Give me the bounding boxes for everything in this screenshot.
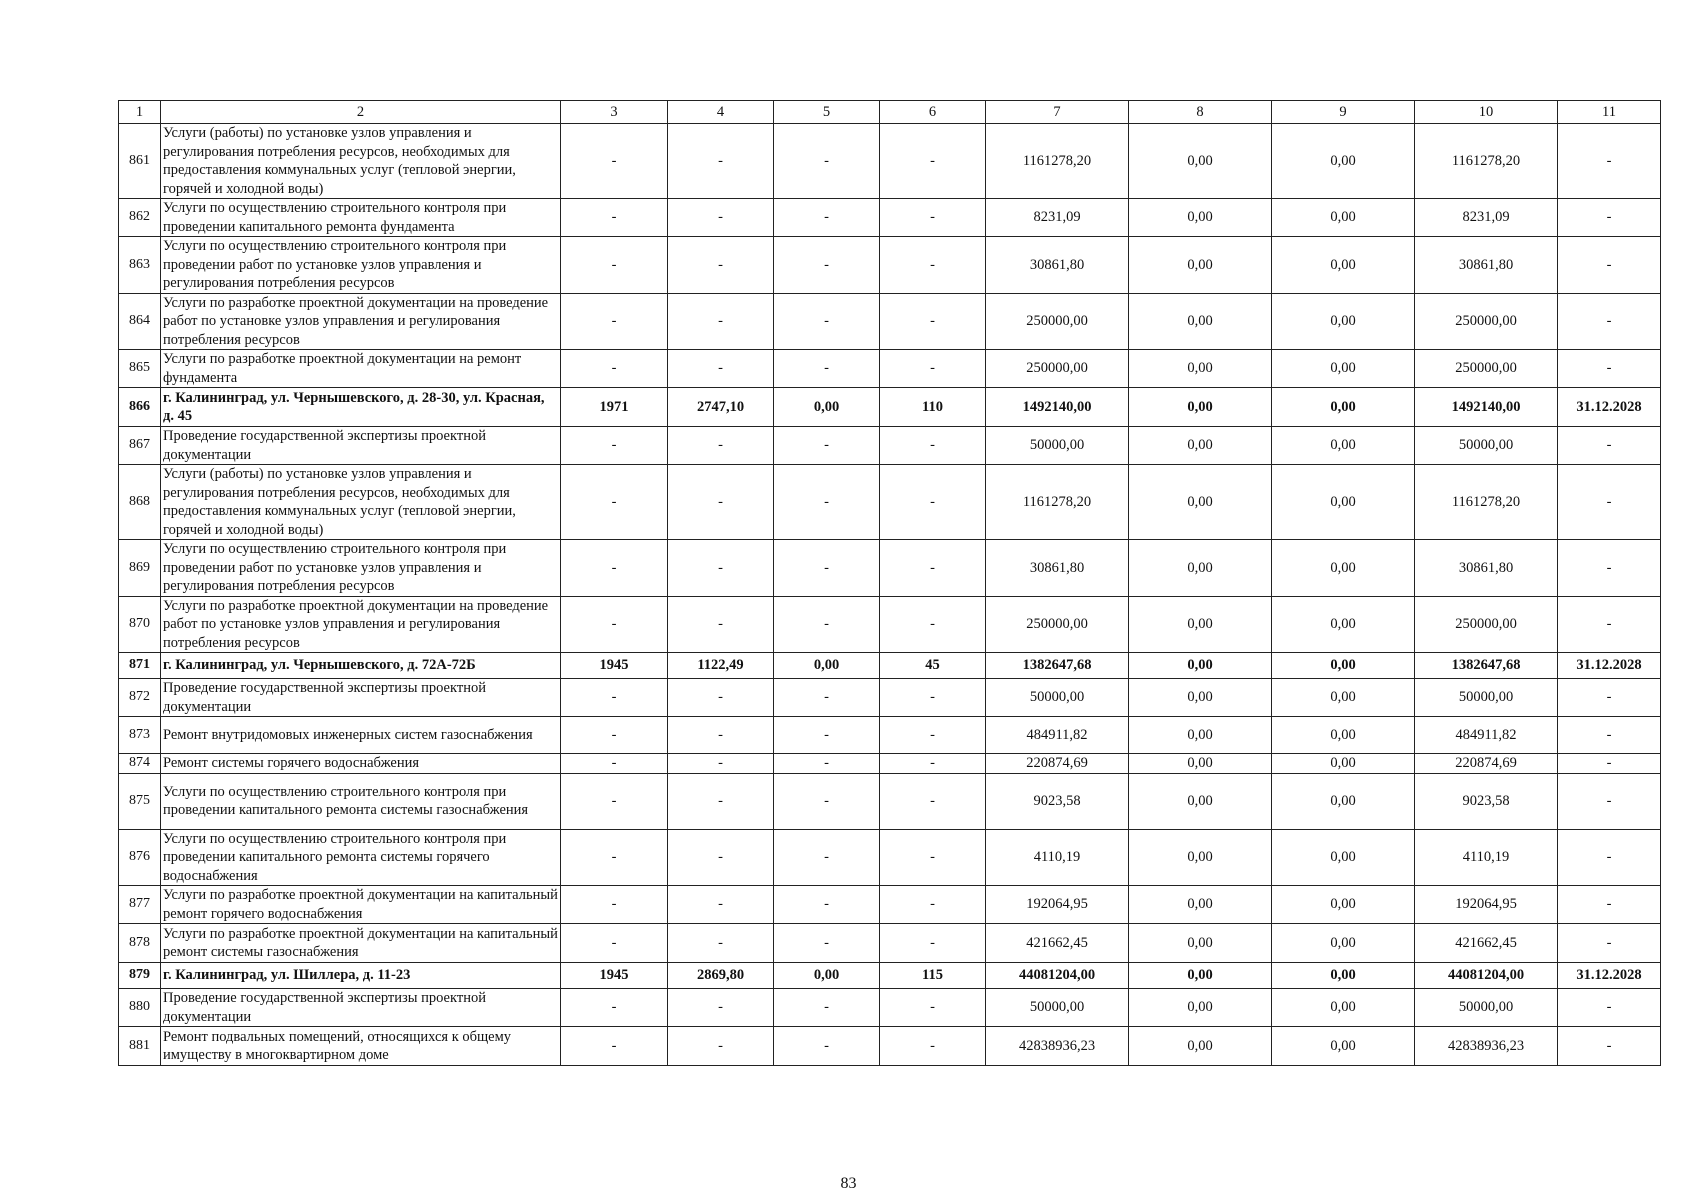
total-cost-cell: 50000,00 <box>986 427 1129 465</box>
row-number: 863 <box>119 237 161 294</box>
area-cell: - <box>668 465 774 540</box>
program-table <box>118 100 1661 1066</box>
owners-cell: 30861,80 <box>1415 237 1558 294</box>
owners-cell: 250000,00 <box>1415 596 1558 653</box>
residents-cell: - <box>880 540 986 597</box>
row-number: 861 <box>119 124 161 199</box>
area-cell: - <box>668 679 774 717</box>
residents-cell: 45 <box>880 653 986 679</box>
budget-cell: 0,00 <box>1272 989 1415 1027</box>
deadline-cell: - <box>1558 350 1661 388</box>
fund-cell: 0,00 <box>1129 596 1272 653</box>
row-number: 876 <box>119 829 161 886</box>
area2-cell: - <box>774 924 880 963</box>
row-description: Услуги по осуществлению строительного контроля при проведении капитального ремонта системы горячего водоснабжения <box>161 829 561 886</box>
year-cell: - <box>561 754 668 774</box>
row-number: 862 <box>119 199 161 237</box>
area-cell: - <box>668 717 774 754</box>
row-description: Услуги по осуществлению строительного контроля при проведении капитального ремонта фундамента <box>161 199 561 237</box>
deadline-cell: 31.12.2028 <box>1558 388 1661 427</box>
row-description: Ремонт системы горячего водоснабжения <box>161 754 561 774</box>
area2-cell: - <box>774 754 880 774</box>
deadline-cell: 31.12.2028 <box>1558 963 1661 989</box>
year-cell: - <box>561 540 668 597</box>
area-cell: - <box>668 199 774 237</box>
area-cell: - <box>668 924 774 963</box>
area-cell: - <box>668 596 774 653</box>
residents-cell: - <box>880 773 986 829</box>
residents-cell: - <box>880 754 986 774</box>
owners-cell: 250000,00 <box>1415 350 1558 388</box>
row-description: г. Калининград, ул. Шиллера, д. 11-23 <box>161 963 561 989</box>
year-cell: 1971 <box>561 388 668 427</box>
row-number: 871 <box>119 653 161 679</box>
total-cost-cell: 9023,58 <box>986 773 1129 829</box>
area-cell: - <box>668 540 774 597</box>
total-cost-cell: 8231,09 <box>986 199 1129 237</box>
owners-cell: 50000,00 <box>1415 427 1558 465</box>
table-row <box>119 596 1661 653</box>
area-cell: 2747,10 <box>668 388 774 427</box>
row-number: 875 <box>119 773 161 829</box>
total-cost-cell: 4110,19 <box>986 829 1129 886</box>
residents-cell: - <box>880 829 986 886</box>
table-row <box>119 427 1661 465</box>
area-cell: - <box>668 124 774 199</box>
area2-cell: 0,00 <box>774 653 880 679</box>
header-cell: 8 <box>1129 101 1272 124</box>
deadline-cell: - <box>1558 773 1661 829</box>
fund-cell: 0,00 <box>1129 124 1272 199</box>
residents-cell: - <box>880 596 986 653</box>
residents-cell: - <box>880 717 986 754</box>
fund-cell: 0,00 <box>1129 1027 1272 1066</box>
fund-cell: 0,00 <box>1129 465 1272 540</box>
area-cell: - <box>668 829 774 886</box>
budget-cell: 0,00 <box>1272 754 1415 774</box>
area2-cell: - <box>774 773 880 829</box>
row-description: Проведение государственной экспертизы проектной документации <box>161 427 561 465</box>
total-cost-cell: 50000,00 <box>986 989 1129 1027</box>
header-cell: 2 <box>161 101 561 124</box>
deadline-cell: - <box>1558 886 1661 924</box>
row-number: 864 <box>119 293 161 350</box>
year-cell: - <box>561 293 668 350</box>
header-row <box>119 101 1661 124</box>
year-cell: 1945 <box>561 653 668 679</box>
year-cell: - <box>561 886 668 924</box>
year-cell: - <box>561 924 668 963</box>
deadline-cell: - <box>1558 1027 1661 1066</box>
table-row <box>119 653 1661 679</box>
budget-cell: 0,00 <box>1272 199 1415 237</box>
row-number: 869 <box>119 540 161 597</box>
total-cost-cell: 250000,00 <box>986 293 1129 350</box>
deadline-cell: - <box>1558 237 1661 294</box>
header-cell: 6 <box>880 101 986 124</box>
deadline-cell: - <box>1558 717 1661 754</box>
budget-cell: 0,00 <box>1272 427 1415 465</box>
fund-cell: 0,00 <box>1129 963 1272 989</box>
area2-cell: - <box>774 237 880 294</box>
fund-cell: 0,00 <box>1129 989 1272 1027</box>
fund-cell: 0,00 <box>1129 540 1272 597</box>
deadline-cell: - <box>1558 540 1661 597</box>
budget-cell: 0,00 <box>1272 773 1415 829</box>
row-description: Услуги (работы) по установке узлов управления и регулирования потребления ресурсов, необходимых для предоставления коммунальных услуг (тепловой энергии, горячей и холодной воды) <box>161 465 561 540</box>
owners-cell: 8231,09 <box>1415 199 1558 237</box>
area2-cell: - <box>774 540 880 597</box>
owners-cell: 1161278,20 <box>1415 465 1558 540</box>
row-number: 877 <box>119 886 161 924</box>
total-cost-cell: 250000,00 <box>986 596 1129 653</box>
header-cell: 11 <box>1558 101 1661 124</box>
total-cost-cell: 1492140,00 <box>986 388 1129 427</box>
area-cell: - <box>668 989 774 1027</box>
residents-cell: - <box>880 924 986 963</box>
owners-cell: 421662,45 <box>1415 924 1558 963</box>
row-number: 879 <box>119 963 161 989</box>
deadline-cell: - <box>1558 679 1661 717</box>
budget-cell: 0,00 <box>1272 465 1415 540</box>
area-cell: - <box>668 237 774 294</box>
table-row <box>119 886 1661 924</box>
year-cell: - <box>561 124 668 199</box>
residents-cell: - <box>880 293 986 350</box>
total-cost-cell: 30861,80 <box>986 237 1129 294</box>
budget-cell: 0,00 <box>1272 596 1415 653</box>
table-row <box>119 989 1661 1027</box>
residents-cell: - <box>880 237 986 294</box>
owners-cell: 42838936,23 <box>1415 1027 1558 1066</box>
budget-cell: 0,00 <box>1272 237 1415 294</box>
year-cell: - <box>561 350 668 388</box>
area2-cell: 0,00 <box>774 388 880 427</box>
area-cell: 2869,80 <box>668 963 774 989</box>
row-number: 873 <box>119 717 161 754</box>
row-number: 867 <box>119 427 161 465</box>
row-number: 874 <box>119 754 161 774</box>
header-cell: 9 <box>1272 101 1415 124</box>
deadline-cell: - <box>1558 829 1661 886</box>
owners-cell: 1492140,00 <box>1415 388 1558 427</box>
budget-cell: 0,00 <box>1272 124 1415 199</box>
area-cell: 1122,49 <box>668 653 774 679</box>
table-row <box>119 350 1661 388</box>
total-cost-cell: 421662,45 <box>986 924 1129 963</box>
fund-cell: 0,00 <box>1129 293 1272 350</box>
budget-cell: 0,00 <box>1272 829 1415 886</box>
total-cost-cell: 1382647,68 <box>986 653 1129 679</box>
area2-cell: - <box>774 427 880 465</box>
budget-cell: 0,00 <box>1272 653 1415 679</box>
row-description: Ремонт подвальных помещений, относящихся к общему имуществу в многоквартирном доме <box>161 1027 561 1066</box>
budget-cell: 0,00 <box>1272 388 1415 427</box>
owners-cell: 4110,19 <box>1415 829 1558 886</box>
table-row <box>119 924 1661 963</box>
table-row <box>119 679 1661 717</box>
area2-cell: - <box>774 1027 880 1066</box>
area2-cell: - <box>774 293 880 350</box>
row-description: г. Калининград, ул. Чернышевского, д. 28-30, ул. Красная, д. 45 <box>161 388 561 427</box>
row-description: Услуги по разработке проектной документации на проведение работ по установке узлов управления и регулирования потребления ресурсов <box>161 596 561 653</box>
fund-cell: 0,00 <box>1129 773 1272 829</box>
area2-cell: - <box>774 596 880 653</box>
budget-cell: 0,00 <box>1272 886 1415 924</box>
header-cell: 1 <box>119 101 161 124</box>
row-number: 866 <box>119 388 161 427</box>
total-cost-cell: 220874,69 <box>986 754 1129 774</box>
total-cost-cell: 484911,82 <box>986 717 1129 754</box>
area-cell: - <box>668 773 774 829</box>
residents-cell: 115 <box>880 963 986 989</box>
page-number: 83 <box>840 1175 857 1192</box>
table-row <box>119 199 1661 237</box>
owners-cell: 192064,95 <box>1415 886 1558 924</box>
area-cell: - <box>668 350 774 388</box>
owners-cell: 1382647,68 <box>1415 653 1558 679</box>
residents-cell: - <box>880 886 986 924</box>
header-cell: 5 <box>774 101 880 124</box>
budget-cell: 0,00 <box>1272 679 1415 717</box>
row-description: Услуги по осуществлению строительного контроля при проведении работ по установке узлов управления и регулирования потребления ресурсов <box>161 540 561 597</box>
row-description: Проведение государственной экспертизы проектной документации <box>161 679 561 717</box>
area2-cell: - <box>774 829 880 886</box>
row-description: Услуги по разработке проектной документации на ремонт фундамента <box>161 350 561 388</box>
area-cell: - <box>668 886 774 924</box>
area-cell: - <box>668 754 774 774</box>
area2-cell: - <box>774 886 880 924</box>
header-cell: 4 <box>668 101 774 124</box>
fund-cell: 0,00 <box>1129 924 1272 963</box>
deadline-cell: - <box>1558 427 1661 465</box>
residents-cell: - <box>880 199 986 237</box>
year-cell: - <box>561 237 668 294</box>
deadline-cell: - <box>1558 293 1661 350</box>
year-cell: - <box>561 199 668 237</box>
row-description: Услуги по осуществлению строительного контроля при проведении капитального ремонта системы газоснабжения <box>161 773 561 829</box>
budget-cell: 0,00 <box>1272 924 1415 963</box>
area2-cell: - <box>774 124 880 199</box>
deadline-cell: - <box>1558 924 1661 963</box>
total-cost-cell: 42838936,23 <box>986 1027 1129 1066</box>
owners-cell: 484911,82 <box>1415 717 1558 754</box>
residents-cell: - <box>880 350 986 388</box>
table-row <box>119 237 1661 294</box>
year-cell: - <box>561 465 668 540</box>
fund-cell: 0,00 <box>1129 350 1272 388</box>
owners-cell: 50000,00 <box>1415 989 1558 1027</box>
table-row <box>119 293 1661 350</box>
fund-cell: 0,00 <box>1129 653 1272 679</box>
table-row <box>119 465 1661 540</box>
year-cell: - <box>561 989 668 1027</box>
row-number: 878 <box>119 924 161 963</box>
owners-cell: 30861,80 <box>1415 540 1558 597</box>
fund-cell: 0,00 <box>1129 427 1272 465</box>
year-cell: - <box>561 596 668 653</box>
row-description: Услуги по разработке проектной документации на проведение работ по установке узлов управления и регулирования потребления ресурсов <box>161 293 561 350</box>
owners-cell: 9023,58 <box>1415 773 1558 829</box>
deadline-cell: - <box>1558 199 1661 237</box>
area2-cell: - <box>774 989 880 1027</box>
row-number: 868 <box>119 465 161 540</box>
row-description: г. Калининград, ул. Чернышевского, д. 72А-72Б <box>161 653 561 679</box>
area2-cell: 0,00 <box>774 963 880 989</box>
budget-cell: 0,00 <box>1272 540 1415 597</box>
fund-cell: 0,00 <box>1129 829 1272 886</box>
owners-cell: 220874,69 <box>1415 754 1558 774</box>
total-cost-cell: 50000,00 <box>986 679 1129 717</box>
header-cell: 3 <box>561 101 668 124</box>
budget-cell: 0,00 <box>1272 293 1415 350</box>
row-description: Услуги по разработке проектной документации на капитальный ремонт системы газоснабжения <box>161 924 561 963</box>
row-number: 872 <box>119 679 161 717</box>
deadline-cell: - <box>1558 989 1661 1027</box>
row-description: Услуги (работы) по установке узлов управления и регулирования потребления ресурсов, необходимых для предоставления коммунальных услуг (тепловой энергии, горячей и холодной воды) <box>161 124 561 199</box>
owners-cell: 250000,00 <box>1415 293 1558 350</box>
residents-cell: - <box>880 427 986 465</box>
area2-cell: - <box>774 717 880 754</box>
table-row <box>119 773 1661 829</box>
residents-cell: - <box>880 989 986 1027</box>
row-description: Услуги по разработке проектной документации на капитальный ремонт горячего водоснабжения <box>161 886 561 924</box>
total-cost-cell: 250000,00 <box>986 350 1129 388</box>
row-number: 881 <box>119 1027 161 1066</box>
area-cell: - <box>668 293 774 350</box>
deadline-cell: - <box>1558 124 1661 199</box>
row-number: 870 <box>119 596 161 653</box>
deadline-cell: - <box>1558 596 1661 653</box>
area2-cell: - <box>774 465 880 540</box>
table-row <box>119 754 1661 774</box>
area2-cell: - <box>774 679 880 717</box>
deadline-cell: 31.12.2028 <box>1558 653 1661 679</box>
owners-cell: 44081204,00 <box>1415 963 1558 989</box>
residents-cell: - <box>880 124 986 199</box>
residents-cell: - <box>880 1027 986 1066</box>
header-cell: 10 <box>1415 101 1558 124</box>
row-number: 865 <box>119 350 161 388</box>
fund-cell: 0,00 <box>1129 754 1272 774</box>
fund-cell: 0,00 <box>1129 388 1272 427</box>
area-cell: - <box>668 427 774 465</box>
table-row <box>119 388 1661 427</box>
year-cell: - <box>561 717 668 754</box>
total-cost-cell: 1161278,20 <box>986 124 1129 199</box>
year-cell: - <box>561 829 668 886</box>
area2-cell: - <box>774 199 880 237</box>
budget-cell: 0,00 <box>1272 1027 1415 1066</box>
deadline-cell: - <box>1558 754 1661 774</box>
budget-cell: 0,00 <box>1272 717 1415 754</box>
total-cost-cell: 30861,80 <box>986 540 1129 597</box>
table-body <box>119 101 1661 1066</box>
total-cost-cell: 44081204,00 <box>986 963 1129 989</box>
year-cell: - <box>561 1027 668 1066</box>
row-number: 880 <box>119 989 161 1027</box>
budget-cell: 0,00 <box>1272 963 1415 989</box>
fund-cell: 0,00 <box>1129 199 1272 237</box>
residents-cell: - <box>880 465 986 540</box>
table-row <box>119 124 1661 199</box>
year-cell: 1945 <box>561 963 668 989</box>
owners-cell: 50000,00 <box>1415 679 1558 717</box>
table-row <box>119 963 1661 989</box>
total-cost-cell: 1161278,20 <box>986 465 1129 540</box>
fund-cell: 0,00 <box>1129 679 1272 717</box>
year-cell: - <box>561 427 668 465</box>
fund-cell: 0,00 <box>1129 717 1272 754</box>
owners-cell: 1161278,20 <box>1415 124 1558 199</box>
year-cell: - <box>561 679 668 717</box>
fund-cell: 0,00 <box>1129 886 1272 924</box>
table-row <box>119 540 1661 597</box>
deadline-cell: - <box>1558 465 1661 540</box>
table-row <box>119 829 1661 886</box>
row-description: Проведение государственной экспертизы проектной документации <box>161 989 561 1027</box>
row-description: Услуги по осуществлению строительного контроля при проведении работ по установке узлов управления и регулирования потребления ресурсов <box>161 237 561 294</box>
budget-cell: 0,00 <box>1272 350 1415 388</box>
residents-cell: 110 <box>880 388 986 427</box>
row-description: Ремонт внутридомовых инженерных систем газоснабжения <box>161 717 561 754</box>
header-cell: 7 <box>986 101 1129 124</box>
table-row <box>119 1027 1661 1066</box>
year-cell: - <box>561 773 668 829</box>
table-row <box>119 717 1661 754</box>
fund-cell: 0,00 <box>1129 237 1272 294</box>
total-cost-cell: 192064,95 <box>986 886 1129 924</box>
area2-cell: - <box>774 350 880 388</box>
residents-cell: - <box>880 679 986 717</box>
area-cell: - <box>668 1027 774 1066</box>
